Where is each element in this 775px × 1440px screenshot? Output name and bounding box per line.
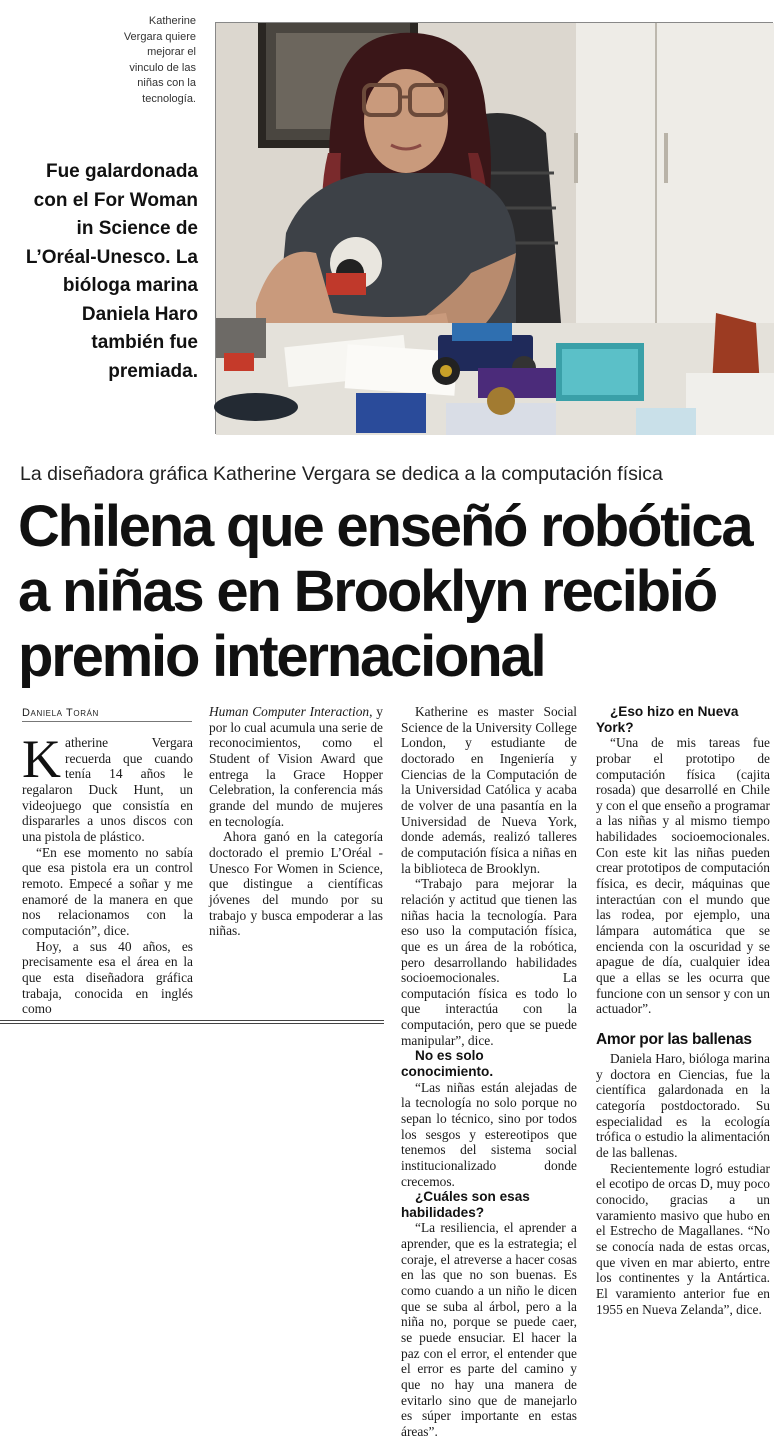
article-column-3 (401, 704, 577, 1440)
headline-line: premio internacional (18, 624, 545, 689)
section-heading: Amor por las ballenas (596, 1031, 752, 1048)
author-byline: Daniela Torán (22, 707, 192, 722)
article-paragraph: “La resiliencia, el aprender a aprender, que es la estrategia; el coraje, el atreverse a hacer cosas en las que no son buenas. Es como cuando a un niño le dicen que se suba al árbol, pero a la niña no, porque se puede caer, se puede ensuciar. El hacer la paz con el error, el entender que el error es parte del camino y que no hay una manera de evitarlo sino que de manejarlo es súper importante en estas áreas”. (401, 1220, 577, 1439)
photo-caption: Katherine Vergara quiere mejorar el vinculo de las niñas con la tecnología. (123, 15, 196, 105)
column-divider-rule (0, 1020, 384, 1024)
article-column-4 (596, 704, 770, 1317)
headline-line: Chilena que enseñó robótica (18, 494, 752, 559)
headline-line: a niñas en Brooklyn recibió (18, 559, 717, 624)
interview-question: No es solo conocimiento. (401, 1048, 494, 1080)
article-paragraph: Ahora ganó en la categoría doctorado el premio L’Oréal -Unesco For Women in Science, que distingue a científicas jóvenes del mundo por su trabajo y busca empoderar a las niñas. (209, 829, 383, 939)
article-paragraph: “Trabajo para mejorar la relación y actitud que tienen las niñas hacia la tecnología. Para eso uso la computación física, que es un área de la robótica, pero desarrollando habilidades socioemocionales. La computación física es todo lo que interactúa con la computación, pero que se puede manipular”, dice. (401, 876, 577, 1048)
article-paragraph (22, 729, 193, 845)
paragraph-text: Hoy, a sus 40 años, es precisamente esa el área en la que esta diseñadora gráfica trabaja, conocida en inglés como (22, 938, 193, 1017)
article-paragraph: “En ese momento no sabía que esa pistola era un control remoto. Empecé a soñar y me enamoré de la manera en que nos relacionamos con la computación”, dice. (22, 844, 193, 938)
article-paragraph (209, 704, 383, 829)
article-headline (18, 494, 768, 689)
article-column-1 (22, 729, 193, 1017)
paragraph-text: atherine Vergara recuerda que cuando tenía 14 años le regalaron Duck Hunt, un videojuego que consistía en dispararles a unos discos con una pistola de plástico. (22, 735, 193, 844)
article-paragraph: “Una de mis tareas fue probar el prototipo de computación física (cajita rosada) que desarrollé en Chile y con el que enseño a programar a las niñas y al mismo tiempo habilidades socioemocionales. Con este kit las niñas pueden crear prototipos de computación física, es decir, máquinas que interactúan con el mundo que las rodea, por ejemplo, una lámpara automática que se encienda con la oscuridad y se apague de día, cualquier idea que a ellas se les ocurra que funcione con un sensor y con un actuador”. (596, 735, 771, 1017)
article-paragraph: Recientemente logró estudiar el ecotipo de orcas D, muy poco conocido, gracias a un varamiento masivo que hubo en el Estrecho de Magallanes. “No se conocía nada de estas orcas, que viven en mar abierto, entre los continentes y la Antártica. El varamiento anterior fue en 1955 en Nueva Zelanda”, dice. (596, 1160, 770, 1317)
article-paragraph: Katherine es master Social Science de la University College London, y estudiante de doctorado en Ingeniería y Ciencias de la Computación de la Universidad Católica y acaba de volver de una pasantía en la Universidad de Nueva York, donde además, realizó talleres de computación física a niñas en la biblioteca de Brooklyn. (401, 704, 577, 876)
italic-term: Human Computer Interaction (209, 704, 370, 719)
article-photo (215, 22, 773, 434)
drop-cap: K (22, 729, 61, 789)
article-kicker: La diseñadora gráfica Katherine Vergara se dedica a la computación física (20, 463, 663, 485)
article-column-2 (209, 704, 383, 939)
article-paragraph: Daniela Haro, bióloga marina y doctora en Ciencias, fue la científica galardonada en la categoría postdoctorado. Su especialidad es la ecología trófica o estudio la alimentación de las ballenas. (596, 1051, 770, 1160)
article-paragraph: “Las niñas están alejadas de la tecnología no solo porque no sepan lo técnico, sino por todos los sesgos y estereotipos que tenemos del sistema social institucionalizado donde crecemos. (401, 1079, 577, 1189)
article-paragraph (22, 939, 193, 1017)
paragraph-text: , y por lo cual acumula una serie de reconocimientos, como el Student of Vision Award que entrega la Grace Hopper Celebration, la conferencia más grande del mundo de mujeres en tecnología. (209, 704, 384, 829)
interview-question: ¿Eso hizo en Nueva York? (596, 704, 739, 735)
article-deck: Fue galardonada con el For Woman in Science de L’Oréal-Unesco. La bióloga marina Daniela Haro también fue premiada. (25, 161, 198, 382)
interview-question: ¿Cuáles son esas habilidades? (401, 1189, 530, 1220)
